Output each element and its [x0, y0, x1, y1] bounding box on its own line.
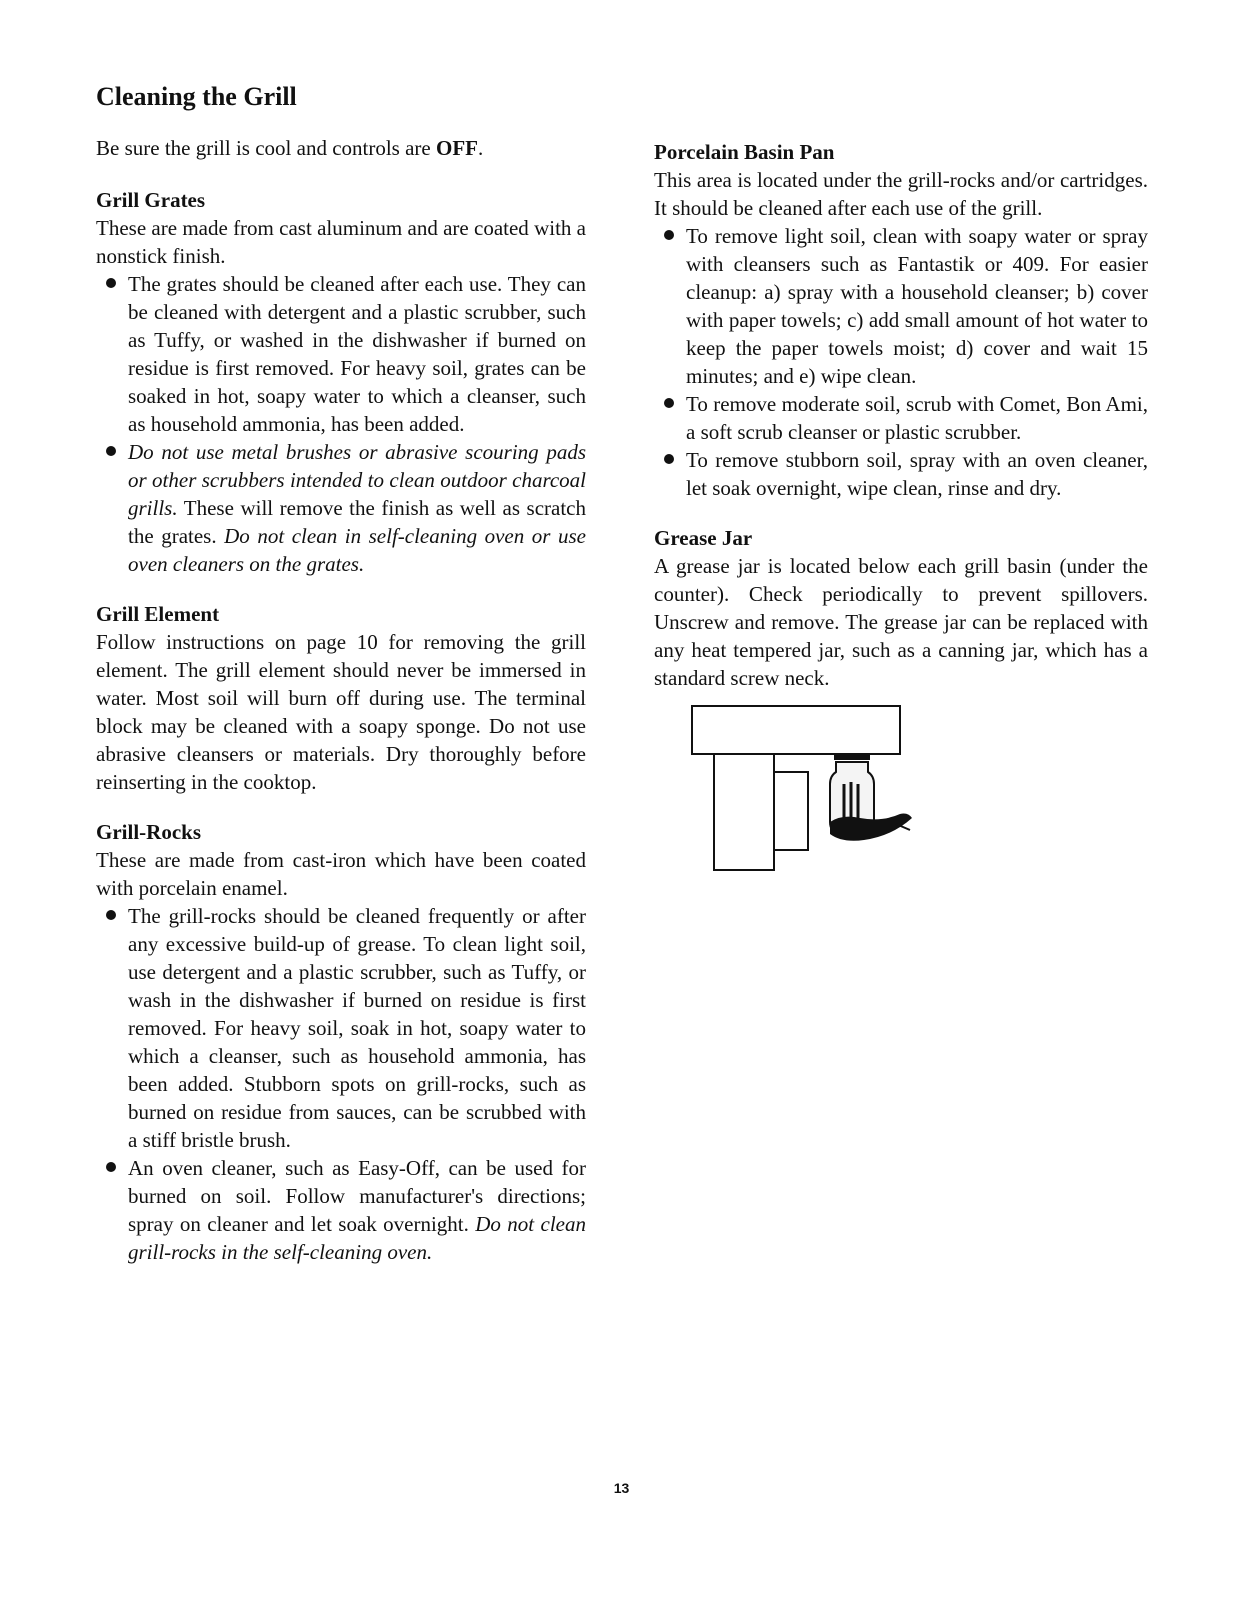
grill-grates-heading: Grill Grates: [96, 188, 206, 212]
list-item: To remove light soil, clean with soapy water or spray with cleansers such as Fantastik or 409. For easier cleanup: a) spray with a household cleanser; b) cover with paper towels; c) add small amount of hot water to keep the paper towels moist; d) cover and wait 15 minutes; and e) wipe clean.: [654, 222, 1148, 390]
list-item: The grill-rocks should be cleaned frequently or after any excessive build-up of grease. To clean light soil, use detergent and a plastic scrubber, such as Tuffy, or wash in the dishwasher if burned on residue is first removed. For heavy soil, soak in hot, soapy water to which a cleanser, such as household ammonia, has been added. Stubborn spots on grill-rocks, such as burned on residue from sauces, can be scrubbed with a stiff bristle brush.: [96, 902, 586, 1154]
counter-outline: [692, 706, 900, 754]
grease-jar-text: A grease jar is located below each grill basin (under the counter). Check periodically to prevent spillovers. Unscrew and remove. The grease jar can be replaced with any heat tempered jar, such as a canning jar, which has a standard screw neck.: [654, 554, 1148, 690]
bullet-icon: [106, 278, 116, 288]
jar-housing-outline: [774, 772, 808, 850]
basin-pan-bullets: [654, 222, 1148, 502]
grill-rocks-text: These are made from cast-iron which have been coated with porcelain enamel.: [96, 848, 586, 900]
grill-grates-text: These are made from cast aluminum and are coated with a nonstick finish.: [96, 216, 586, 268]
grill-rocks-bullets: [96, 902, 586, 1266]
off-emphasis: OFF: [436, 136, 478, 160]
grease-jar-illustration: [690, 704, 920, 874]
basin-pan-section: [654, 138, 1148, 502]
bullet-icon: [664, 398, 674, 408]
grill-element-section: [96, 600, 586, 796]
list-item: An oven cleaner, such as Easy-Off, can be used for burned on soil. Follow manufacturer's directions; spray on cleaner and let soak overnight. Do not clean grill-rocks in the self-cleaning oven.: [96, 1154, 586, 1266]
grease-jar-section: [654, 524, 1148, 692]
list-item: To remove moderate soil, scrub with Comet, Bon Ami, a soft scrub cleanser or plastic scrubber.: [654, 390, 1148, 446]
jar-lid: [834, 754, 870, 760]
basin-pan-heading: Porcelain Basin Pan: [654, 140, 835, 164]
bullet-icon: [664, 230, 674, 240]
grill-element-heading: Grill Element: [96, 602, 220, 626]
list-item: The grates should be cleaned after each use. They can be cleaned with detergent and a plastic scrubber, such as Tuffy, or washed in the dishwasher if burned on residue is first removed. For heavy soil, grates can be soaked in hot, soapy water to which a cleanser, such as household ammonia, has been added.: [96, 270, 586, 438]
right-column: [654, 134, 1148, 714]
list-item: Do not use metal brushes or abrasive scouring pads or other scrubbers intended to clean outdoor charcoal grills. These will remove the finish as well as scratch the grates. Do not clean in self-cleaning oven or use oven cleaners on the grates.: [96, 438, 586, 578]
left-column: [96, 134, 586, 1288]
page-title: Cleaning the Grill: [96, 82, 297, 111]
grill-rocks-heading: Grill-Rocks: [96, 820, 201, 844]
bullet-icon: [106, 446, 116, 456]
page-number: 13: [613, 1480, 630, 1496]
list-item: To remove stubborn soil, spray with an oven cleaner, let soak overnight, wipe clean, rinse and dry.: [654, 446, 1148, 502]
basin-pan-text: This area is located under the grill-rocks and/or cartridges. It should be cleaned after each use of the grill.: [654, 168, 1148, 220]
bullet-icon: [106, 1162, 116, 1172]
intro-text: Be sure the grill is cool and controls are OFF.: [96, 136, 484, 160]
bullet-icon: [106, 910, 116, 920]
grill-element-text: Follow instructions on page 10 for removing the grill element. The grill element should never be immersed in water. Most soil will burn off during use. The terminal block may be cleaned with a soapy sponge. Do not use abrasive cleansers or materials. Dry thoroughly before reinserting in the cooktop.: [96, 630, 586, 794]
cabinet-outline: [714, 754, 774, 870]
grill-rocks-section: [96, 818, 586, 1266]
grease-jar-heading: Grease Jar: [654, 526, 753, 550]
grill-grates-section: [96, 186, 586, 578]
grill-grates-bullets: [96, 270, 586, 578]
bullet-icon: [664, 454, 674, 464]
